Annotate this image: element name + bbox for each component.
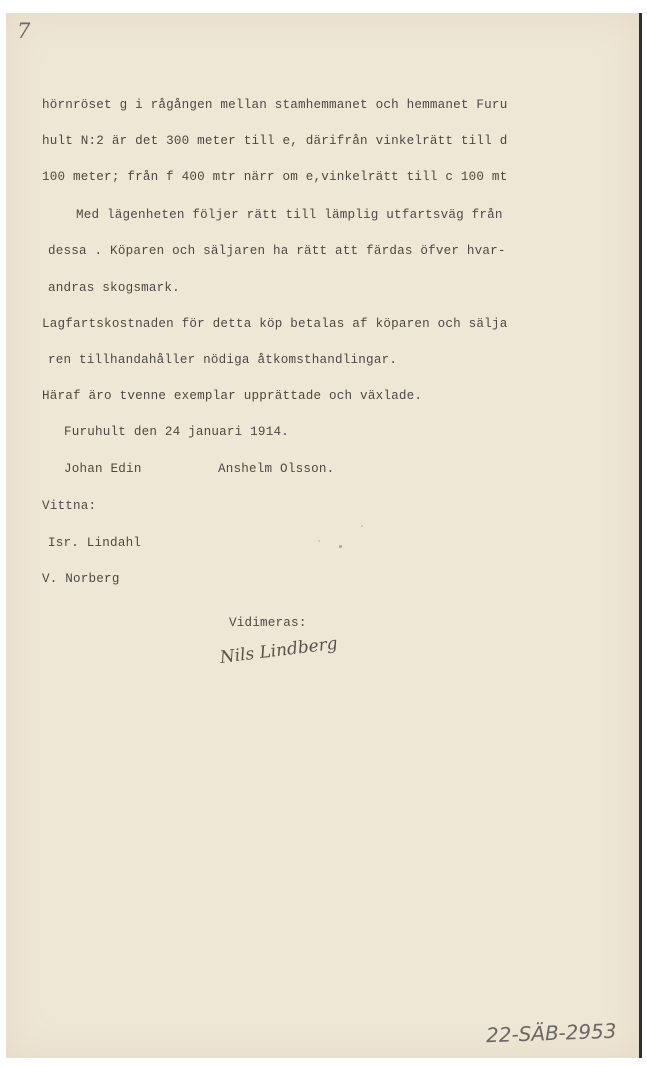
text-line-7: Lagfartskostnaden för detta köp betalas af köparen och sälja bbox=[42, 317, 508, 331]
witnesses-heading: Vittna: bbox=[42, 499, 97, 513]
document-page bbox=[6, 13, 642, 1058]
text-line-9: Häraf äro tvenne exemplar upprättade och växlade. bbox=[42, 389, 423, 403]
text-line-2: hult N:2 är det 300 meter till e, därifrån vinkelrätt till d bbox=[42, 134, 508, 148]
paper-fleck bbox=[339, 545, 342, 548]
signatory-johan-edin: Johan Edin bbox=[64, 462, 142, 476]
witness-lindahl: Isr. Lindahl bbox=[48, 536, 142, 550]
attestation-heading: Vidimeras: bbox=[229, 616, 307, 630]
paper-fleck bbox=[361, 525, 363, 527]
handwritten-signature: Nils Lindberg bbox=[218, 633, 339, 668]
page-number: 7 bbox=[17, 19, 31, 43]
text-line-5: dessa . Köparen och säljaren ha rätt att färdas öfver hvar- bbox=[48, 244, 506, 258]
text-line-3: 100 meter; från f 400 mtr närr om e,vinkelrätt till c 100 mt bbox=[42, 170, 508, 184]
archive-reference: 22-SÄB-2953 bbox=[485, 1018, 617, 1048]
paper-fleck bbox=[318, 540, 320, 542]
signatory-anshelm-olsson: Anshelm Olsson. bbox=[218, 462, 335, 476]
date-line: Furuhult den 24 januari 1914. bbox=[64, 425, 289, 439]
text-line-1: hörnröset g i rågången mellan stamhemmanet och hemmanet Furu bbox=[42, 98, 508, 112]
witness-norberg: V. Norberg bbox=[42, 572, 120, 586]
text-line-8: ren tillhandahåller nödiga åtkomsthandlingar. bbox=[48, 353, 398, 367]
text-line-6: andras skogsmark. bbox=[48, 281, 180, 295]
text-line-4: Med lägenheten följer rätt till lämplig utfartsväg från bbox=[76, 208, 503, 222]
